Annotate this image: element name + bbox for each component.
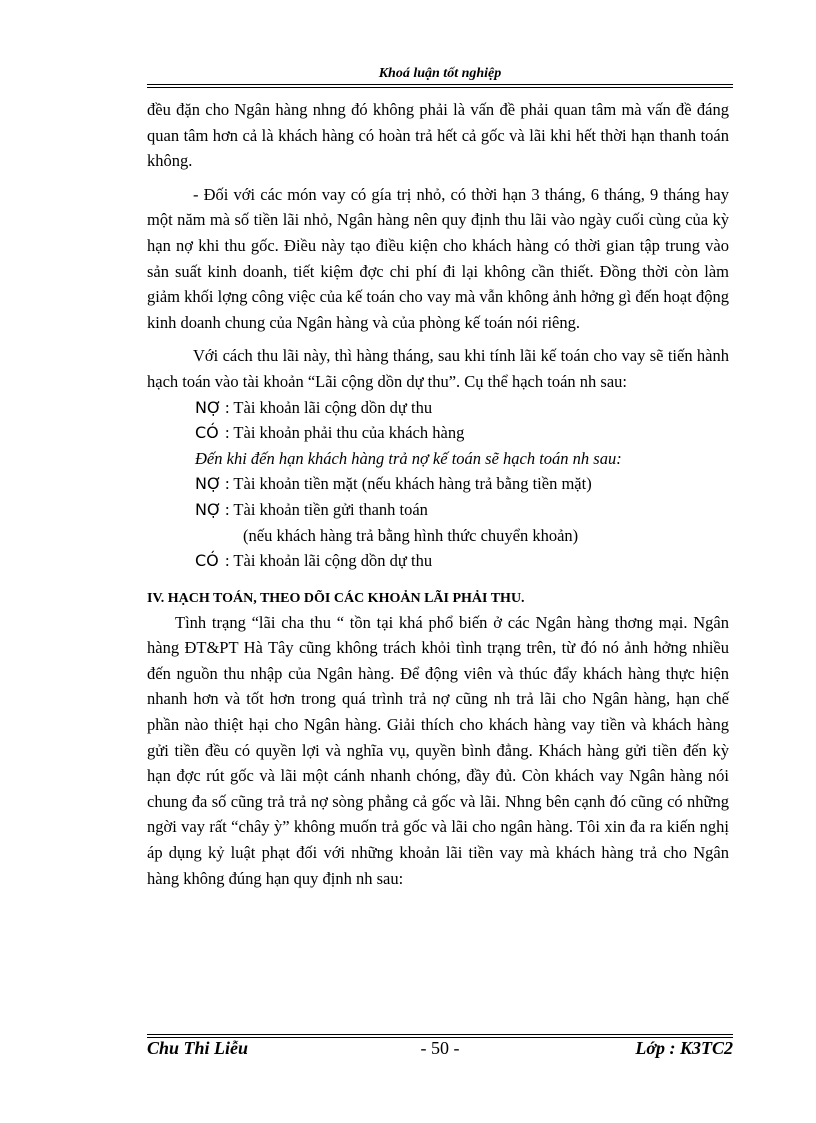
entry-account-type: CÓ [195,551,219,571]
entry-account-type: NỢ [195,499,222,519]
entry-credit-1 [147,420,729,446]
entry-note: (nếu khách hàng trả bằng hình thức chuyển khoản) [243,525,579,545]
entry-credit-2 [147,548,729,574]
entry-account-type: CÓ [195,423,219,443]
section-body: Tình trạng “lãi cha thu “ tồn tại khá phổ biến ở các Ngân hàng thơng mại. Ngân hàng ĐT&PT Hà Tây cũng không trách khỏi tình trạng trên, từ đó nó ảnh hởng nhiều đến nguồn thu nhập của Ngân hàng. Để động viên và thúc đẩy khách hàng thực hiện nhanh hơn và tốt hơn trong quá trình trả nợ cũng nh trả lãi cho Ngân hàng, hạn chế phần nào thiệt hại cho Ngân hàng. Giải thích cho khách hàng vay tiền và khách hàng gửi tiền đều có quyền lợi và nghĩa vụ, quyền bình đẳng. Khách hàng gửi tiền đến kỳ hạn đợc rút gốc và lãi một cánh nhanh chóng, đầy đủ. Còn khách vay Ngân hàng nói chung đa số cũng trả trả nợ sòng phẳng cả gốc và lãi. Nhng bên cạnh đó cũng có những ngời vay rất “chây ỳ” không muốn trả gốc và lãi cho ngân hàng. Tôi xin đa ra kiến nghị áp dụng kỷ luật phạt đối với những khoản lãi tiền vay mà khách hàng trả cho Ngân hàng không đúng hạn quy định nh sau: [147,612,729,888]
document-body [147,97,729,891]
header-rule [147,84,733,88]
paragraph-2: - Đối với các món vay có gía trị nhỏ, có thời hạn 3 tháng, 6 tháng, 9 tháng hay một năm mà số tiền lãi nhỏ, Ngân hàng nên quy định thu lãi vào ngày cuối cùng của kỳ hạn nợ khi thu gốc. Điều này tạo điều kiện cho khách hàng có thời gian tập trung vào sản suất kinh doanh, tiết kiệm đợc chi phí đi lại không cần thiết. Đồng thời còn làm giảm khối lợng công việc của kế toán cho vay mà vẫn không ảnh hởng gì đến hoạt động kinh doanh chung của Ngân hàng và của phòng kế toán nói riêng. [147,184,729,332]
entry-debit-3-note [147,523,729,549]
entry-text: : Tài khoản tiền mặt (nếu khách hàng trả bằng tiền mặt) [225,474,592,494]
italic-line: Đến khi đến hạn khách hàng trả nợ kế toán sẽ hạch toán nh sau: [195,448,622,468]
header-title: Khoá luận tốt nghiệp [378,66,502,81]
entry-text: : Tài khoản phải thu của khách hàng [225,423,465,443]
entry-debit-2 [147,471,729,497]
entry-account-type: NỢ [195,474,222,494]
entry-text: : Tài khoản lãi cộng dồn dự thu [225,397,433,417]
footer-class: Lớp : K3TC2 [635,1038,733,1058]
paragraph-3: Với cách thu lãi này, thì hàng tháng, sau khi tính lãi kế toán cho vay sẽ tiến hành hạch toán vào tài khoản “Lãi cộng dồn dự thu”. Cụ thể hạch toán nh sau: [147,346,729,391]
entry-account-type: NỢ [195,397,222,417]
entry-debit-3 [147,497,729,523]
entry-italic-note [147,446,729,472]
entry-text: : Tài khoản tiền gửi thanh toán [225,499,428,519]
footer-author: Chu Thi Liễu [147,1038,249,1058]
entry-text: : Tài khoản lãi cộng dồn dự thu [225,551,433,571]
paragraph-1: đều đặn cho Ngân hàng nhng đó không phải là vấn đề phải quan tâm mà vấn đề đáng quan tâm hơn cả là khách hàng có hoàn trả hết cả gốc và lãi khi hết thời hạn thanh toán không. [147,100,729,171]
entry-debit-1 [147,395,729,421]
page-number: - 50 - [420,1038,460,1058]
section-heading: IV. HẠCH TOÁN, THEO DÕI CÁC KHOẢN LÃI PHẢI THU. [147,590,525,606]
